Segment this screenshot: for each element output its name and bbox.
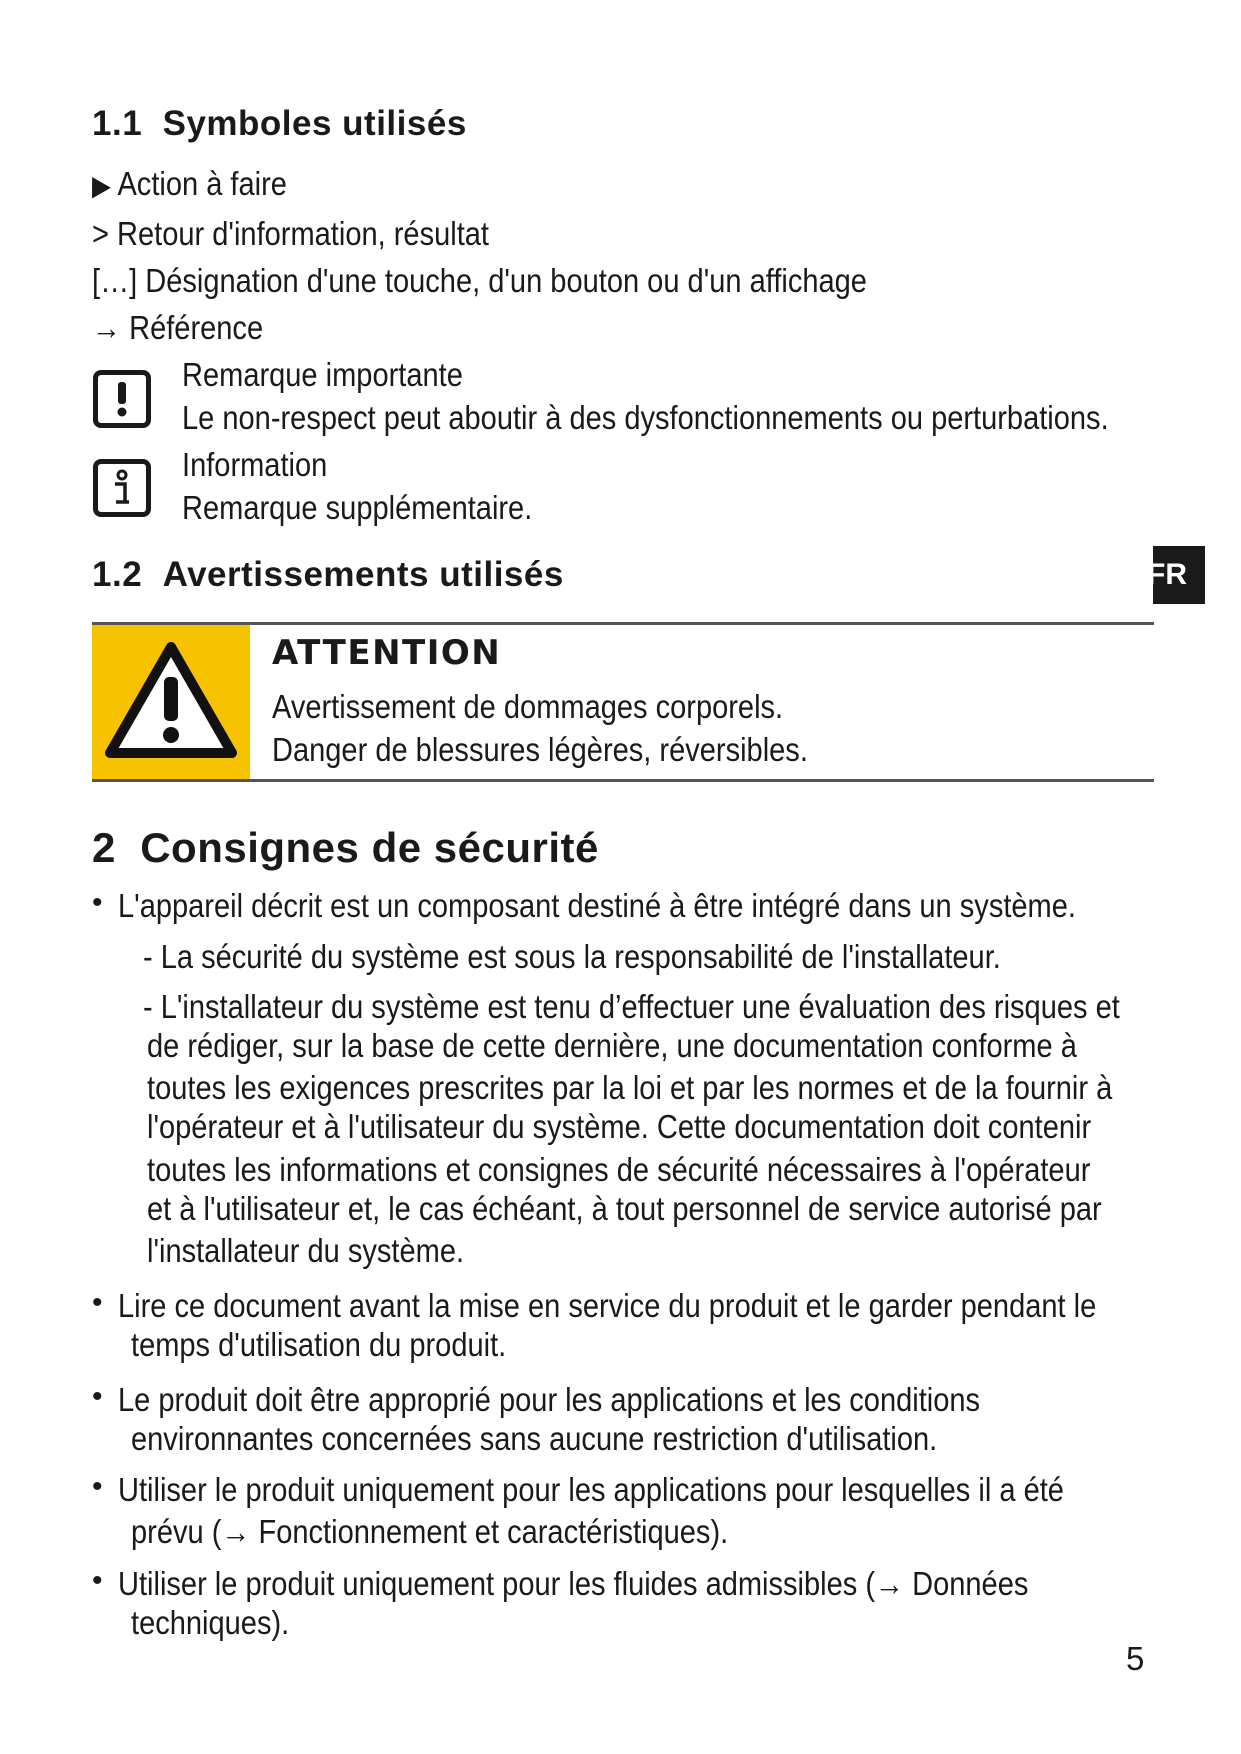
important-note-title: Remarque importante [182,356,463,393]
section-1-1-heading [92,104,467,144]
important-note-text: Le non-respect peut aboutir à des dysfonctionnements ou perturbations. [182,399,1109,436]
bullet-5-line: Utiliser le produit uniquement pour les fluides admissibles (→ Données [118,1565,1029,1602]
warning-box [92,622,1154,782]
symbol-item-action: ▶ Action à faire [92,165,287,202]
warning-line-1: Avertissement de dommages corporels. [272,688,784,725]
bullet-1-sub-2-line: toutes les informations et consignes de sécurité nécessaires à l'opérateur [147,1151,1091,1188]
section-number: 1.2 [92,555,143,594]
symbol-item-reference: → Référence [92,309,264,346]
exclamation-icon [93,370,151,428]
bullet-1-sub-2-line: de rédiger, sur la base de cette dernière, une documentation conforme à [147,1027,1077,1064]
bullet-1-sub-2-line: l'installateur du système. [147,1232,465,1269]
bullet-1-sub-2-line: toutes les exigences prescrites par la loi et par les normes et de la fournir à [147,1069,1113,1106]
bullet-2-line: temps d'utilisation du produit. [131,1326,507,1363]
language-tab: FR [1153,546,1205,604]
bullet-4-line: prévu (→ Fonctionnement et caractéristiques). [131,1513,729,1550]
warning-label: ATTENTION [272,633,502,673]
bullet-4-line: Utiliser le produit uniquement pour les applications pour lesquelles il a été [118,1471,1064,1508]
bullet-icon: • [92,1564,103,1597]
info-note-title: Information [182,446,328,483]
info-icon [93,459,151,517]
section-1-2-heading [92,555,564,595]
arrow-right-icon: → [92,309,122,346]
bullet-3-line: environnantes concernées sans aucune restriction d'utilisation. [131,1420,938,1457]
section-title: Avertissements utilisés [162,555,564,594]
bullet-3-line: Le produit doit être approprié pour les applications et les conditions [118,1381,981,1418]
bullet-1-sub-1: - La sécurité du système est sous la responsabilité de l'installateur. [143,938,1001,975]
bullet-1-sub-2-line: l'opérateur et à l'utilisateur du système. Cette documentation doit contenir [147,1108,1092,1145]
bullet-5-line: techniques). [131,1604,290,1641]
bullet-2-line: Lire ce document avant la mise en service du produit et le garder pendant le [118,1287,1097,1324]
symbol-item-feedback: > Retour d'information, résultat [92,215,489,252]
play-arrow-icon: ▶ [92,170,111,201]
page-number: 5 [1126,1640,1145,1677]
bullet-icon: • [92,1470,103,1503]
section-title: Symboles utilisés [162,104,467,143]
section-title: Consignes de sécurité [140,824,599,871]
warning-line-2: Danger de blessures légères, réversibles. [272,731,808,768]
section-number: 1.1 [92,104,143,143]
info-note-text: Remarque supplémentaire. [182,489,533,526]
bullet-1-text: L'appareil décrit est un composant destiné à être intégré dans un système. [118,887,1076,924]
section-2-heading [92,824,599,872]
symbol-item-designation: […] Désignation d'une touche, d'un bouton ou d'un affichage [92,262,867,299]
bullet-1-sub-2-line: - L'installateur du système est tenu d’effectuer une évaluation des risques et [143,988,1120,1025]
bullet-1-sub-2-line: et à l'utilisateur et, le cas échéant, à tout personnel de service autorisé par [147,1190,1102,1227]
bullet-icon: • [92,1380,103,1413]
bullet-icon: • [92,1286,103,1319]
warning-triangle-icon [92,625,250,779]
warning-icon-area [92,625,250,779]
section-number: 2 [92,824,116,871]
bullet-icon: • [92,886,103,919]
